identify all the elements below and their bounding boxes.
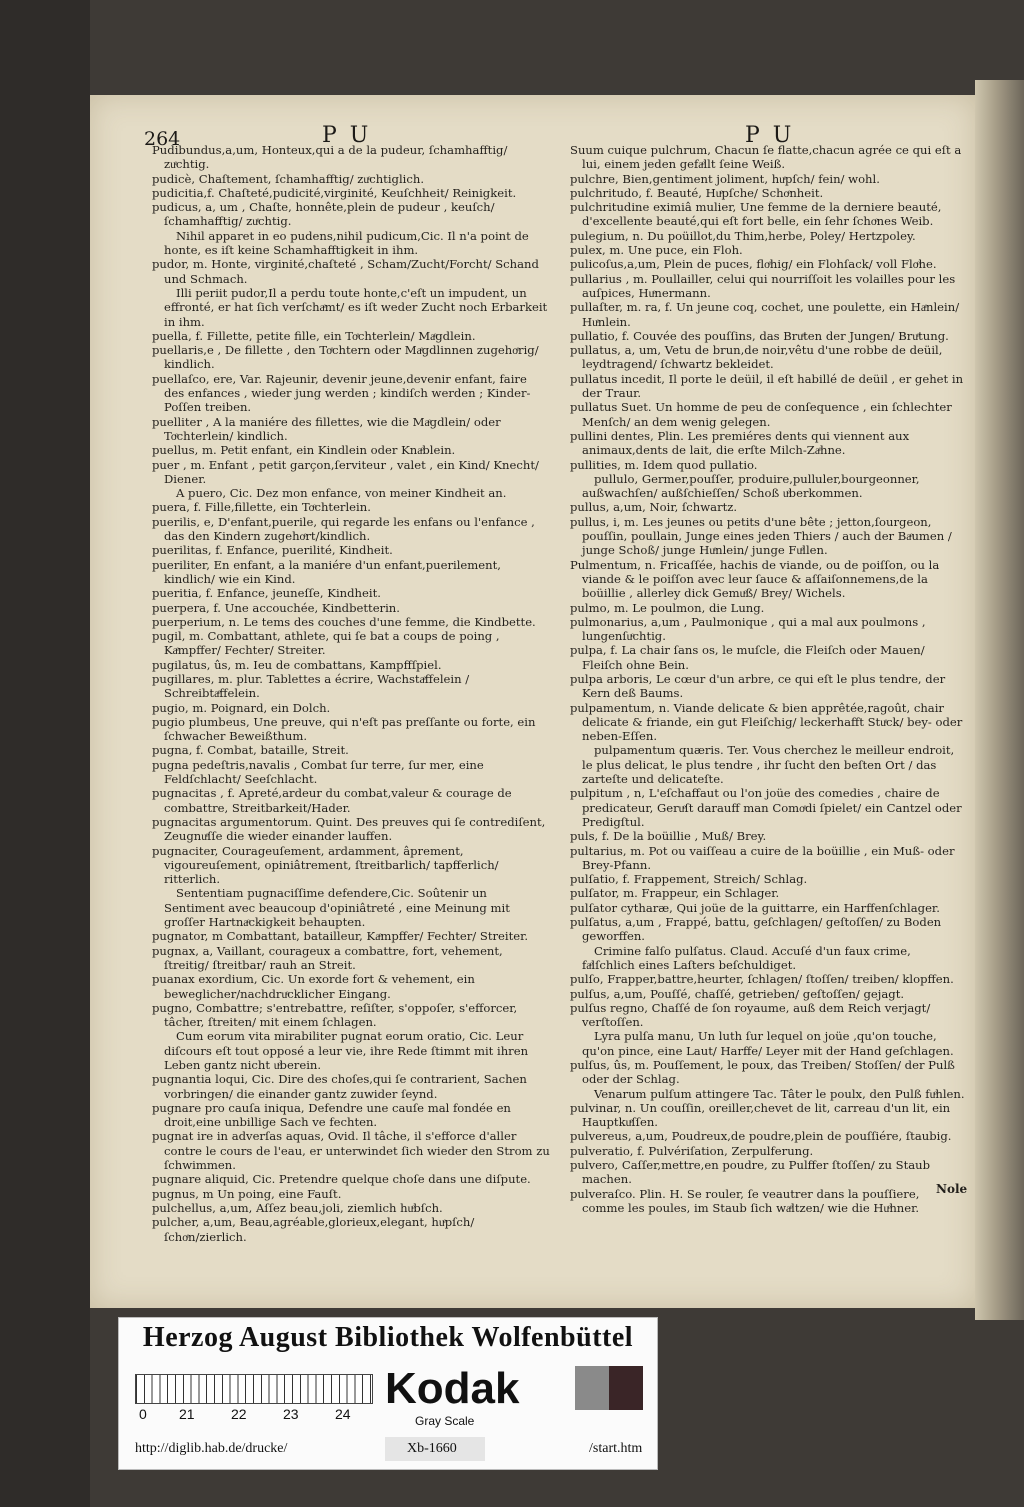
dictionary-entry: pulſus, a,um, Pouſſé, chaſſé, getrieben/ geſtoſſen/ gejagt.: [570, 986, 905, 1001]
dictionary-entry: pulpamentum quæris. Ter. Vous cherchez le meilleur endroit, le plus delicat, le plus tendre , ihr ſucht den beſten Ort / das zarteſte und delicateſte.: [582, 743, 955, 787]
dictionary-entry: pugnat ire in adverſas aquas, Ovid. Il tâche, il s'efforce d'aller contre le cours de l'eau, er unterwindet ſich wieder den Strom zu ſchwimmen.: [152, 1129, 550, 1173]
dictionary-entry: pulicoſus,a,um, Plein de puces, floͤhig/ ein Flohſack/ voll Floͤhe.: [570, 257, 937, 272]
kodak-logo: Kodak: [385, 1364, 520, 1413]
dictionary-entry: Sententiam pugnaciſſime defendere,Cic. Soûtenir un Sentiment avec beaucoup d'opiniâtreté , eine Meinung mit groſſer Hartnaͤckigkeit behaupten.: [164, 886, 510, 930]
dictionary-entry: pullini dentes, Plin. Les premiéres dents qui viennent aux animaux,dents de lait, die erſte Milch-Zaͤhne.: [570, 428, 910, 458]
ruler-label: 21: [179, 1406, 195, 1422]
dark-swatch: [609, 1366, 643, 1410]
dictionary-entry: pudicus, a, um , Chaſte, honnête,plein de pudeur , keuſch/ ſchamhafftig/ zuͤchtig.: [152, 200, 495, 229]
dictionary-entry: pudicè, Chaſtement, ſchamhafftig/ zuͤchtiglich.: [152, 171, 425, 186]
dictionary-entry: Venarum pulſum attingere Tac. Tâter le poulx, den Pulß fuͤhlen.: [594, 1086, 965, 1101]
dictionary-entry: pulpitum , n, L'eſchaffaut ou l'on joüe des comedies , chaire de predicateur, Geruͤſt darauff man Comoͤdi ſpielet/ ein Cantzel oder Predigſtul.: [570, 786, 962, 829]
dictionary-entry: pulpa, f. La chair ſans os, le muſcle, die Fleiſch oder Mauen/ Fleiſch ohne Bein.: [570, 643, 925, 672]
dictionary-entry: pullaſter, m. ra, f. Un jeune coq, cochet, une poulette, ein Haͤnlein/ Huͤnlein.: [570, 300, 960, 329]
dictionary-entry: puerpera, f. Une accouchée, Kindbetterin.: [152, 600, 400, 615]
dictionary-entry: pugnaciter, Courageuſement, ardamment, âprement, vigoureuſement, opiniâtrement, ſtreitbarlich/ tapfferlich/ ritterlich.: [152, 843, 499, 887]
dictionary-entry: Pulmentum, n. Fricaſſée, hachis de viande, ou de poiſſon, ou la viande & le poiſſon avec leur ſauce & aſſaiſonnemens,de la boüillie , allerley dick Gemuͤß/ Brey/ Wichels.: [570, 557, 940, 601]
dictionary-entry: pullatus Suet. Un homme de peu de conſequence , ein ſchlechter Menſch/ an dem wenig gelegen.: [570, 400, 952, 429]
dictionary-entry: pugnare aliquid, Cic. Pretendre quelque choſe dans une diſpute.: [152, 1172, 531, 1187]
dictionary-entry: pullus, a,um, Noir, ſchwartz.: [570, 500, 738, 515]
dictionary-entry: pugio plumbeus, Une preuve, qui n'eſt pas preſſante ou forte, ein ſchwacher Beweißthum.: [152, 714, 536, 744]
dictionary-entry: puanax exordium, Cic. Un exorde fort & vehement, ein beweglicher/nachdruͤcklicher Eingang.: [152, 972, 475, 1001]
dictionary-entry: Cum eorum vita mirabiliter pugnat eorum oratio, Cic. Leur diſcours eſt tout opposé a leur vie, ihre Rede ſtimmt mit ihren Leben gantz nicht uͤberein.: [164, 1029, 529, 1072]
dictionary-entry: puerperium, n. Le tems des couches d'une femme, die Kindbette.: [152, 614, 536, 629]
dictionary-entry: pulchritudo, f. Beauté, Huͤpſche/ Schoͤnheit.: [570, 185, 824, 200]
dictionary-entry: pueriliter, En enfant, a la maniére d'un enfant,puerilement, kindlich/ wie ein Kind.: [152, 557, 501, 586]
dictionary-entry: pudicitia,f. Chaſteté,pudicité,virginité, Keuſchheit/ Reinigkeit.: [152, 185, 517, 200]
dictionary-entry: pugnare pro cauſa iniqua, Defendre une cauſe mal fondée en droit,eine unbillige Sach ve fechten.: [152, 1100, 511, 1130]
dictionary-entry: pulveratio, f. Pulvériſation, Zerpulferung.: [570, 1143, 814, 1158]
dictionary-entry: pulveraſco. Plin. H. Se rouler, ſe veautrer dans la pouſſiere, comme les poules, im Staub ſich waͤltzen/ wie die Huͤhner.: [570, 1186, 920, 1215]
dictionary-entry: pulſus regno, Chaſſé de ſon royaume, auß dem Reich verjagt/ verſtoſſen.: [570, 1000, 931, 1030]
dictionary-entry: puerilitas, f. Enfance, puerilité, Kindheit.: [152, 543, 393, 558]
dictionary-entry: pulſatio, f. Frappement, Streich/ Schlag.: [570, 872, 808, 887]
ruler-label: 22: [231, 1406, 247, 1422]
signature: Xb-1660: [407, 1441, 457, 1456]
dictionary-entry: Suum cuique pulchrum, Chacun ſe flatte,chacun agrée ce qui eſt a lui, einem jeden gefaͤllt ſeine Weiß.: [570, 143, 962, 172]
running-head-right: P U: [745, 123, 795, 148]
dictionary-entry: puellaris,e , De fillette , den Toͤchtern oder Maͤgdlinnen zugehoͤrig/ kindlich.: [152, 343, 539, 372]
scale-ruler: [135, 1374, 373, 1404]
dictionary-entry: pulmo, m. Le poulmon, die Lung.: [570, 600, 765, 615]
page-number: 264: [144, 128, 181, 150]
dictionary-entry: pulvinar, n. Un couſſin, oreiller,chevet de lit, carreau d'un lit, ein Hauptkuͤſſen.: [570, 1100, 951, 1130]
dictionary-entry: pugnacitas argumentorum. Quint. Des preuves qui ſe contrediſent, Zeugnuͤſſe die wieder einander lauffen.: [152, 814, 546, 844]
dictionary-entry: pullarius , m. Poullailler, celui qui nourriſſoit les volailles pour les auſpices, Huͤnermann.: [570, 271, 956, 300]
book-page: [90, 95, 975, 1308]
dictionary-entry: puer , m. Enfant , petit garçon,ſerviteur , valet , ein Kind/ Knecht/ Diener.: [152, 457, 539, 486]
dictionary-entry: pugil, m. Combattant, athlete, qui ſe bat a coups de poing , Kaͤmpffer/ Fechter/ Streiter.: [152, 629, 500, 658]
url-right: /start.htm: [589, 1441, 643, 1456]
ruler-label: 24: [335, 1406, 351, 1422]
dictionary-entry: pulſo, Frapper,battre,heurter, ſchlagen/ ſtoſſen/ treiben/ klopffen.: [570, 972, 954, 987]
dictionary-entry: Nihil apparet in eo pudens,nihil pudicum,Cic. Il n'a point de honte, es iſt keine Schamhafftigkeit in ihm.: [164, 228, 529, 258]
dictionary-entry: Lyra pulſa manu, Un luth ſur lequel on joüe ,qu'on touche, qu'on pince, eine Laut/ Harffe/ Leyer mit der Hand geſchlagen.: [582, 1029, 954, 1058]
ruler-label: 0: [139, 1406, 147, 1422]
gray-scale-label: Gray Scale: [415, 1414, 475, 1428]
dictionary-entry: pugna pedeſtris,navalis , Combat ſur terre, ſur mer, eine Feldſchlacht/ Seeſchlacht.: [152, 757, 484, 787]
dictionary-entry: pugnus, m Un poing, eine Fauſt.: [152, 1186, 342, 1201]
dictionary-entry: pultarius, m. Pot ou vaiſſeau a cuire de la boüillie , ein Muß- oder Brey-Pfann.: [570, 843, 955, 872]
dictionary-entry: pugna, f. Combat, bataille, Streit.: [152, 743, 349, 758]
dictionary-entry: puera, f. Fille,fillette, ein Toͤchterlein.: [152, 500, 371, 515]
dictionary-entry: pugillares, m. plur. Tablettes a écrire, Wachstaͤffelein / Schreibtaͤffelein.: [152, 671, 470, 701]
dictionary-entry: pugnantia loqui, Cic. Dire des choſes,qui ſe contrarient, Sachen vorbringen/ die einander gantz zuwider ſeynd.: [152, 1072, 527, 1101]
right-column: [570, 143, 968, 1215]
dictionary-entry: pullatio, f. Couvée des pouſſins, das Bruͤten der Jungen/ Bruͤtung.: [570, 328, 949, 343]
dictionary-entry: pullulo, Germer,pouſſer, produire,pulluler,bourgeonner, außwachſen/ außſchieſſen/ Schoß uͤberkommen.: [582, 471, 920, 501]
dictionary-entry: pulchritudine eximiâ mulier, Une femme de la derniere beauté, d'excellente beauté,qui eſt fort belle, ein ſehr ſchoͤnes Weib.: [570, 200, 942, 229]
dictionary-entry: puella, f. Fillette, petite fille, ein Toͤchterlein/ Maͤgdlein.: [152, 328, 476, 343]
gray-swatch: [575, 1366, 609, 1410]
dictionary-entry: pulſator cytharæ, Qui joüe de la guittarre, ein Harffenſchlager.: [570, 900, 940, 915]
library-title: Herzog August Bibliothek Wolfenbüttel: [142, 1322, 634, 1353]
left-column: [152, 143, 550, 1244]
dictionary-entry: puellaſco, ere, Var. Rajeunir, devenir jeune,devenir enfant, faire des enfances , wieder jung werden ; kindiſch werden ; Kinder-Poſſen treiben.: [152, 371, 531, 415]
dictionary-entry: pulpamentum, n. Viande delicate & bien apprêtée,ragoût, chair delicate & friande, ein gut Fleiſchig/ leckerhafft Stuͤck/ bey- oder neben-Eſſen.: [570, 700, 963, 744]
dictionary-entry: pugnator, m Combattant, batailleur, Kaͤmpffer/ Fechter/ Streiter.: [152, 929, 529, 944]
dictionary-entry: A puero, Cic. Dez mon enfance, von meiner Kindheit an.: [176, 486, 507, 501]
dictionary-entry: pulegium, n. Du poüillot,du Thim,herbe, Poley/ Hertzpoley.: [570, 228, 916, 243]
dictionary-entry: pudor, m. Honte, virginité,chaſteté , Scham/Zucht/Forcht/ Schand und Schmach.: [152, 257, 539, 286]
dictionary-entry: pulcher, a,um, Beau,agréable,glorieux,elegant, huͤpſch/ſchoͤn/zierlich.: [152, 1215, 475, 1244]
dictionary-entry: pulſator, m. Frappeur, ein Schlager.: [570, 886, 780, 901]
dictionary-entry: pulvero, Caſſer,mettre,en poudre, zu Pulffer ſtoſſen/ zu Staub machen.: [570, 1158, 931, 1187]
dictionary-entry: pugilatus, ûs, m. Ieu de combattans, Kampffſpiel.: [152, 657, 442, 672]
dictionary-entry: pulvereus, a,um, Poudreux,de poudre,plein de pouſſiére, ſtaubig.: [570, 1129, 952, 1144]
dictionary-entry: puls, f. De la boüillie , Muß/ Brey.: [570, 829, 767, 844]
url-left: http://diglib.hab.de/drucke/: [135, 1441, 288, 1456]
catchword: Nole: [936, 1182, 968, 1196]
dictionary-entry: Crimine falſo pulſatus. Claud. Accuſé d'un faux crime, faͤlſchlich eines Laſters beſchuldiget.: [582, 943, 911, 972]
dictionary-entry: pulex, m. Une puce, ein Floh.: [570, 243, 743, 258]
dictionary-entry: pulpa arboris, Le cœur d'un arbre, ce qui eſt le plus tendre, der Kern deß Baums.: [570, 671, 946, 701]
dictionary-entry: Illi periit pudor,Il a perdu toute honte,c'eſt un impudent, un effronté, er hat ſich verſchaͤmt/ es iſt weder Zucht noch Erbarkeit in ihm.: [164, 285, 548, 329]
dictionary-entry: pullities, m. Idem quod pullatio.: [570, 457, 758, 472]
dictionary-entry: pulſatus, a,um , Frappé, battu, geſchlagen/ geſtoſſen/ zu Boden geworffen.: [570, 915, 942, 944]
running-head-left: P U: [322, 123, 372, 148]
dictionary-entry: pulſus, ûs, m. Pouſſement, le poux, das Treiben/ Stoſſen/ der Pulß oder der Schlag.: [570, 1058, 955, 1087]
dictionary-entry: puellus, m. Petit enfant, ein Kindlein oder Knaͤblein.: [152, 443, 456, 458]
dictionary-entry: pugio, m. Poignard, ein Dolch.: [152, 700, 331, 715]
dictionary-entry: pugnacitas , f. Apreté,ardeur du combat,valeur & courage de combattre, Streitbarkeit/Hader.: [152, 786, 512, 815]
dictionary-entry: pullus, i, m. Les jeunes ou petits d'une bête ; jetton,ſourgeon, pouſſin, poullain, Junge eines jeden Thiers / auch der Baͤumen / junge Schoß/ junge Huͤnlein/ junge Fuͤllen.: [570, 514, 952, 558]
dictionary-entry: puelliter , A la maniére des fillettes, wie die Maͤgdlein/ oder Toͤchterlein/ kindlich.: [152, 414, 501, 443]
dictionary-entry: pugnax, a, Vaillant, courageux a combattre, fort, vehement, ſtreitig/ ſtreitbar/ rauh an Streit.: [152, 943, 503, 972]
dictionary-entry: puerilis, e, D'enfant,puerile, qui regarde les enfans ou l'enfance , das den Kindern zugehoͤrt/kindlich.: [152, 514, 535, 544]
ruler-label: 23: [283, 1406, 299, 1422]
dictionary-entry: pueritia, f. Enfance, jeuneſſe, Kindheit.: [152, 586, 381, 601]
dictionary-entry: pullatus, a, um, Vetu de brun,de noir,vêtu d'une robbe de deüil, leydtragend/ ſchwartz bekleidet.: [570, 343, 943, 372]
facing-page-edge: [975, 80, 1024, 1320]
dictionary-entry: pugno, Combattre; s'entrebattre, reſiſter, s'oppoſer, s'efforcer, tâcher, ſtreiten/ mit einem ſchlagen.: [152, 1000, 518, 1030]
dictionary-entry: Pudibundus,a,um, Honteux,qui a de la pudeur, ſchamhafftig/ zuͤchtig.: [152, 143, 508, 172]
dictionary-entry: pulchre, Bien,gentiment joliment, huͤpſch/ fein/ wohl.: [570, 171, 880, 186]
dictionary-entry: pulmonarius, a,um , Paulmonique , qui a mal aux poulmons , lungenſuͤchtig.: [570, 614, 926, 644]
scan-background-left: [0, 0, 90, 1507]
dictionary-entry: pullatus incedit, Il porte le deüil, il eſt habillé de deüil , er gehet in der Traur.: [570, 371, 964, 401]
color-target-card: [118, 1317, 658, 1470]
dictionary-entry: pulchellus, a,um, Aſſez beau,joli, ziemlich huͤbſch.: [152, 1200, 443, 1215]
